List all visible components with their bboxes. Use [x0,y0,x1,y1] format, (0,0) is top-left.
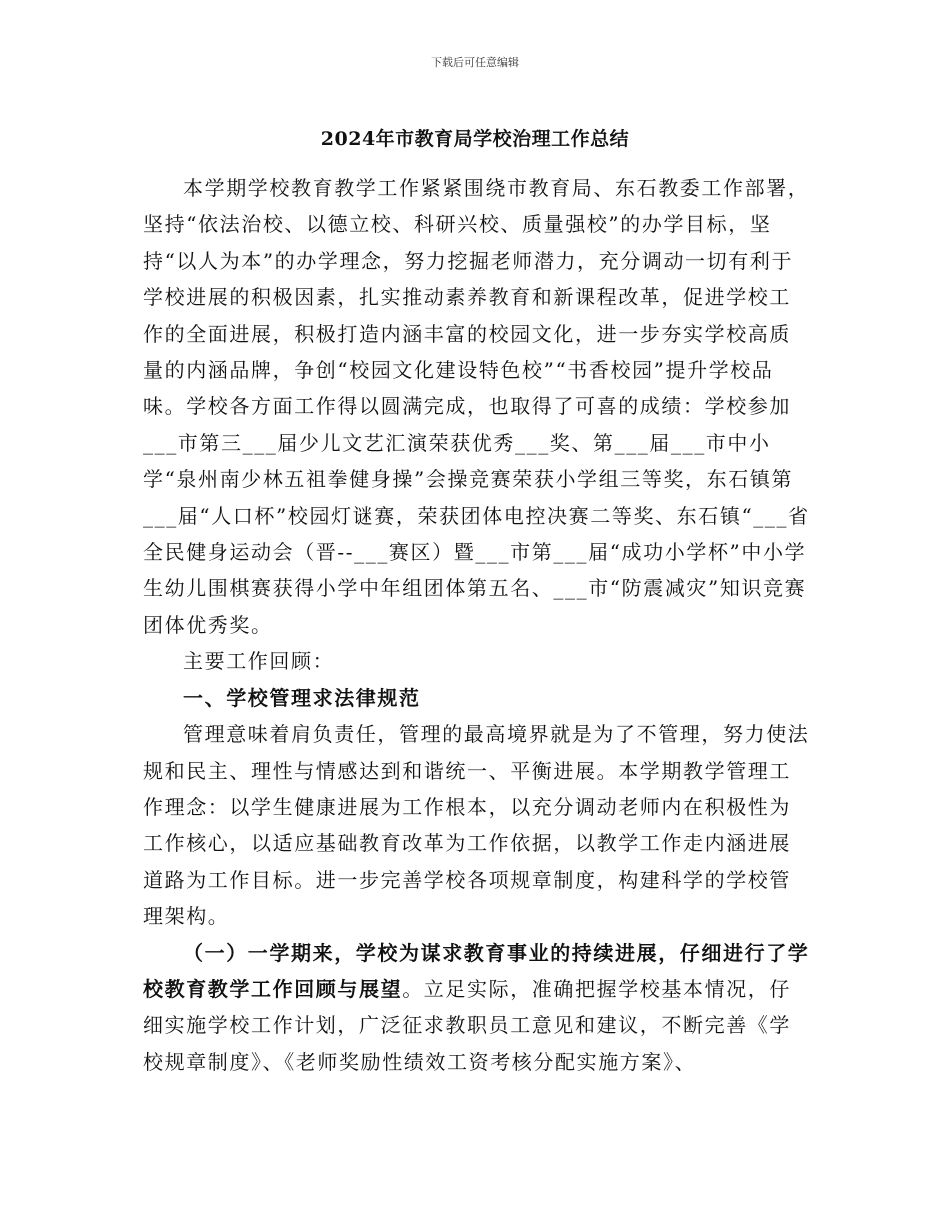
document-title: 2024年市教育局学校治理工作总结 [320,128,630,150]
subsection-1-text: 。立足实际，准确把握学校基本情况，仔细实施学校工作计划，广泛征求教职员工意见和建议，不断完善《学校规章制度》、《老师奖励性绩效工资考核分配实施方案》、 [143,976,792,1074]
document-body [143,170,811,1080]
subsection-1-lead: （一）一学期来，学校为谋求教育事业的持续进展，仔细进行了学校教育教学工作回顾与展望 [143,940,810,1001]
intro-paragraph: 本学期学校教育教学工作紧紧围绕市教育局、东石教委工作部署，坚持“依法治校、以德立校、科研兴校、质量强校”的办学目标，坚持“以人为本”的办学理念，努力挖掘老师潜力，充分调动一切有利于学校进展的积极因素，扎实推动素养教育和新课程改革，促进学校工作的全面进展，积极打造内涵丰富的校园文化，进一步夯实学校高质量的内涵品牌，争创“校园文化建设特色校”“书香校园”提升学校品味。学校各方面工作得以圆满完成，也取得了可喜的成绩：学校参加___市第三___届少儿文艺汇演荣获优秀___奖、第___届___市中小学“泉州南少林五祖拳健身操”会操竞赛荣获小学组三等奖，东石镇第___届“人口杯”校园灯谜赛，荣获团体电控决赛二等奖、东石镇“___省全民健身运动会（晋--___赛区）暨___市第___届“成功小学杯”中小学生幼儿围棋赛获得小学中年组团体第五名、___市“防震减灾”知识竞赛团体优秀奖。 [143,176,810,637]
subsection-1-paragraph [143,935,811,1081]
review-heading: 主要工作回顾： [183,649,335,674]
section-1-paragraph: 管理意味着肩负责任，管理的最高境界就是为了不管理，努力使法规和民主、理性与情感达到和谐统一、平衡进展。本学期教学管理工作理念：以学生健康进展为工作根本，以充分调动老师内在积极性为工作核心，以适应基础教育改革为工作依据，以教学工作走内涵进展道路为工作目标。进一步完善学校各项规章制度，构建科学的学校管理架构。 [143,722,810,929]
header-note: 下载后可任意编辑 [431,56,519,69]
section-1-heading: 一、学校管理求法律规范 [183,685,421,710]
